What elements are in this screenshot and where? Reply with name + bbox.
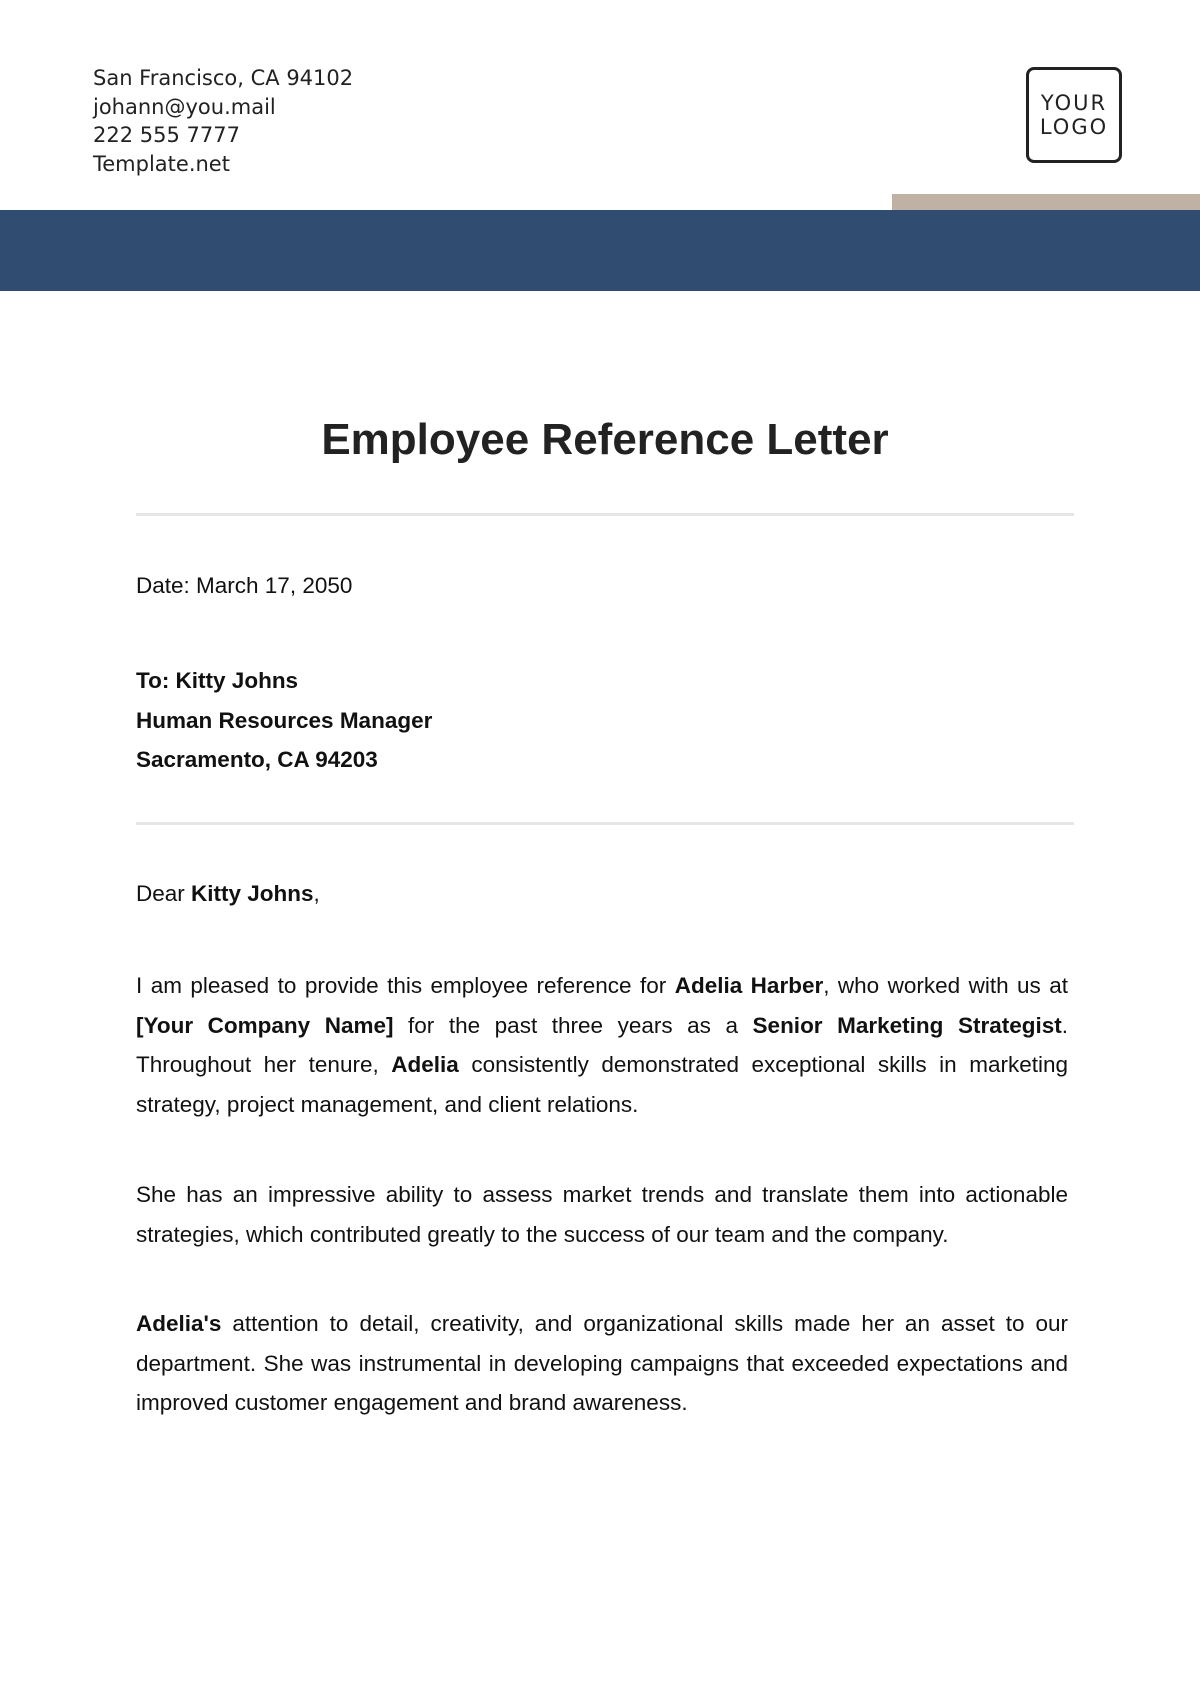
recipient-name: To: Kitty Johns	[136, 668, 299, 693]
logo-text-line2: LOGO	[1039, 115, 1109, 139]
logo-text-line1: YOUR	[1040, 91, 1108, 115]
sender-email: johann@you.mail	[93, 94, 276, 119]
p1-text-5: consistently demonstrated exceptional skills in marketing strategy, project management, and client relations.	[136, 1052, 1068, 1117]
letter-title: Employee Reference Letter	[321, 415, 889, 464]
salutation-name: Kitty Johns	[191, 881, 314, 906]
salutation-greeting: Dear	[136, 881, 192, 906]
p1-text-4: . Throughout her tenure,	[136, 1012, 1068, 1077]
salutation-comma: ,	[313, 881, 320, 906]
recipient-position: Human Resources Manager	[136, 707, 433, 733]
header-band	[0, 210, 1200, 291]
salutation	[136, 879, 1068, 909]
sender-contact-block	[93, 64, 353, 178]
divider-top	[136, 513, 1074, 516]
employee-role: Senior Marketing Strategist	[752, 1012, 1062, 1038]
accent-bar	[892, 194, 1200, 210]
p1-text-2: , who worked with us at	[823, 973, 1069, 998]
employee-name: Adelia Harber	[674, 973, 824, 998]
employee-first-name: Adelia	[391, 1052, 459, 1077]
p1-text-3: for the past three years as a	[393, 1012, 753, 1038]
company-logo-placeholder	[1026, 67, 1122, 163]
employee-possessive: Adelia's	[136, 1311, 222, 1336]
sender-address: San Francisco, CA 94102	[93, 66, 354, 90]
body-paragraph-1	[136, 966, 1068, 1124]
sender-website: Template.net	[93, 151, 230, 176]
p1-text-1: I am pleased to provide this employee reference for	[136, 973, 675, 998]
body-paragraph-2: She has an impressive ability to assess market trends and translate them into actionable strategies, which contributed greatly to the success of our team and the company.	[136, 1182, 1068, 1247]
letter-date: Date: March 17, 2050	[136, 573, 353, 598]
body-paragraph-3	[136, 1304, 1068, 1423]
divider-middle	[136, 822, 1074, 825]
p3-text-1: attention to detail, creativity, and organizational skills made her an asset to our department. She was instrumental in developing campaigns that exceeded expectations and improved customer engagement and brand awareness.	[136, 1311, 1068, 1415]
recipient-block	[136, 661, 1068, 780]
recipient-location: Sacramento, CA 94203	[136, 747, 378, 772]
sender-phone: 222 555 7777	[93, 123, 240, 147]
company-name: [Your Company Name]	[136, 1012, 394, 1038]
